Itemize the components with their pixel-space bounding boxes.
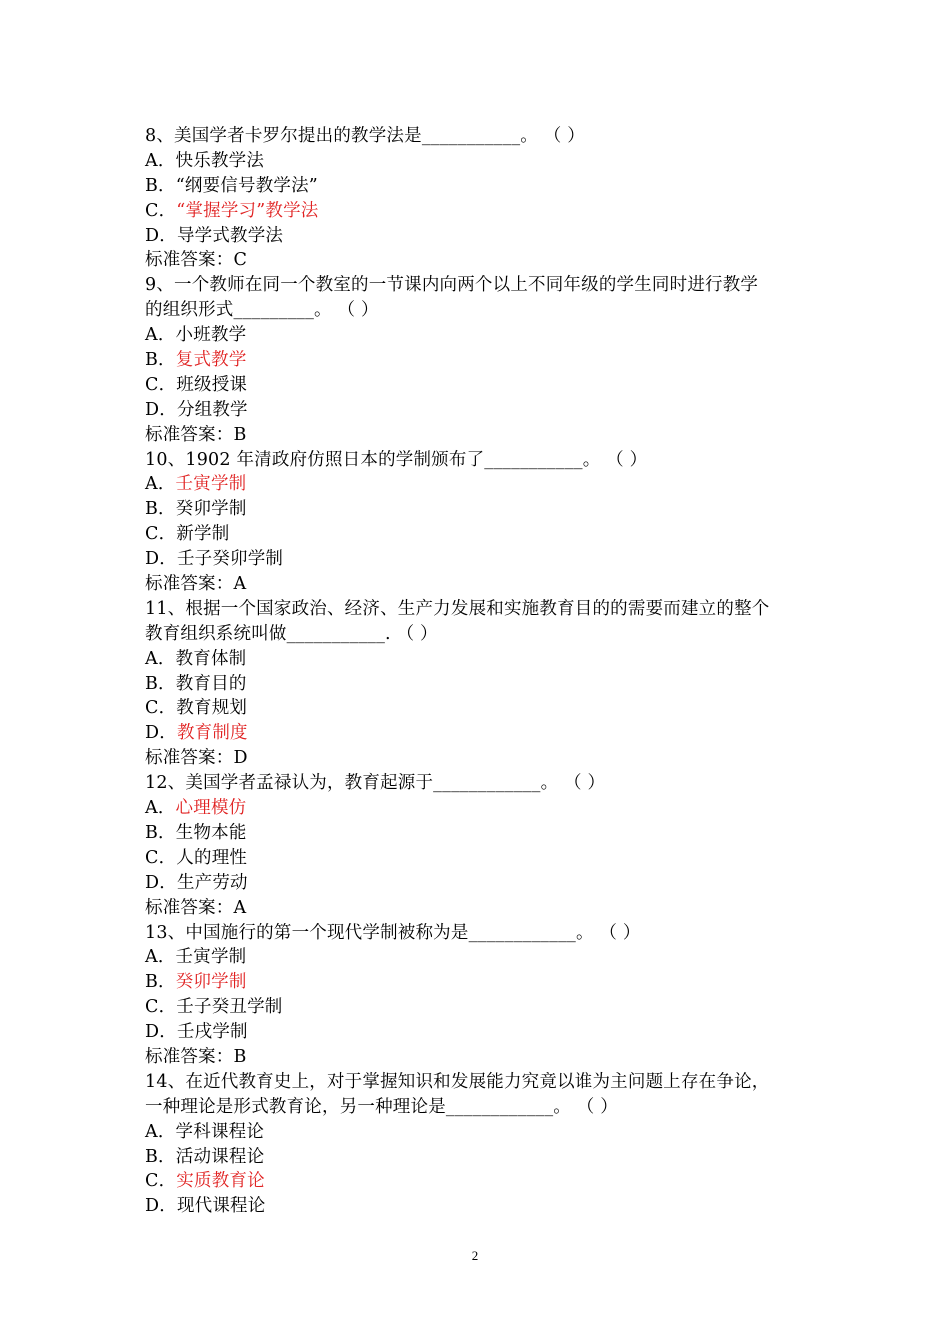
answer-option	[145, 995, 815, 1020]
standard-answer: 标准答案：B	[145, 1046, 247, 1067]
question-stem: 11、根据一个国家政治、经济、生产力发展和实施教育目的的需要而建立的整个	[145, 598, 770, 619]
option-letter: A．	[145, 798, 176, 819]
standard-answer: 标准答案：A	[145, 574, 247, 595]
standard-answer: 标准答案：D	[145, 748, 248, 769]
standard-answer: 标准答案：A	[145, 897, 247, 918]
answer-option	[145, 1169, 815, 1194]
option-text-correct: 实质教育论	[176, 1171, 265, 1192]
page-number: 2	[471, 1248, 479, 1263]
answer-option	[145, 846, 815, 871]
question-stem: 教育组织系统叫做___________. （ ）	[145, 623, 438, 644]
option-text: 生产劳动	[176, 872, 248, 893]
answer-option	[145, 821, 815, 846]
option-text: 现代课程论	[176, 1196, 266, 1217]
option-text-correct: 心理模仿	[175, 798, 247, 819]
question-stem: 14、在近代教育史上，对于掌握知识和发展能力究竟以谁为主问题上存在争论，	[145, 1071, 770, 1092]
option-text-correct: “掌握学习”教学法	[176, 200, 319, 221]
answer-option	[145, 348, 815, 373]
option-text: 新学制	[176, 524, 230, 545]
option-text: 教育规划	[176, 698, 248, 719]
question-block	[145, 448, 815, 597]
option-text: 生物本能	[175, 822, 247, 843]
answer-option	[145, 796, 815, 821]
answer-option	[145, 224, 815, 249]
question-block	[145, 597, 815, 771]
option-text: 教育目的	[175, 673, 247, 694]
answer-option	[145, 1145, 815, 1170]
option-letter: A．	[145, 150, 176, 171]
option-letter: C．	[145, 524, 177, 545]
option-text: 活动课程论	[175, 1146, 265, 1167]
question-block	[145, 1070, 815, 1219]
answer-option	[145, 871, 815, 896]
option-text: “纲要信号教学法”	[175, 175, 318, 196]
option-letter: C．	[145, 374, 177, 395]
option-text: 壬子癸丑学制	[176, 997, 283, 1018]
answer-option	[145, 1020, 815, 1045]
answer-option	[145, 647, 815, 672]
answer-option	[145, 522, 815, 547]
standard-answer: 标准答案：C	[145, 250, 248, 271]
option-text-correct: 癸卯学制	[175, 972, 247, 993]
option-text: 导学式教学法	[176, 225, 284, 246]
answer-option	[145, 696, 815, 721]
question-block	[145, 921, 815, 1070]
option-letter: A．	[145, 1121, 176, 1142]
question-list	[145, 124, 815, 1219]
option-text: 小班教学	[175, 325, 247, 346]
option-text-correct: 复式教学	[175, 350, 247, 371]
answer-option	[145, 970, 815, 995]
question-stem: 9、一个教师在同一个教室的一节课内向两个以上不同年级的学生同时进行教学	[145, 275, 759, 296]
option-letter: B．	[145, 499, 176, 520]
option-text: 快乐教学法	[175, 150, 265, 171]
option-letter: D．	[145, 399, 177, 420]
answer-option	[145, 547, 815, 572]
option-letter: D．	[145, 1022, 177, 1043]
answer-option	[145, 199, 815, 224]
option-letter: C．	[145, 997, 177, 1018]
option-text: 学科课程论	[175, 1121, 265, 1142]
question-block	[145, 124, 815, 273]
option-letter: A．	[145, 474, 176, 495]
question-stem: 10、1902 年清政府仿照日本的学制颁布了___________。 （ ）	[145, 449, 648, 470]
answer-option	[145, 1194, 815, 1219]
question-block	[145, 273, 815, 447]
option-text: 分组教学	[176, 399, 248, 420]
option-letter: B．	[145, 822, 176, 843]
option-letter: A．	[145, 325, 176, 346]
answer-option	[145, 497, 815, 522]
answer-option	[145, 149, 815, 174]
option-text: 壬子癸卯学制	[176, 549, 284, 570]
question-stem: 13、中国施行的第一个现代学制被称为是____________。 （ ）	[145, 922, 641, 943]
question-stem: 一种理论是形式教育论，另一种理论是____________。 （ ）	[145, 1096, 618, 1117]
option-letter: D．	[145, 225, 177, 246]
answer-option	[145, 1120, 815, 1145]
question-stem: 12、美国学者孟禄认为，教育起源于____________。 （ ）	[145, 773, 606, 794]
option-text: 癸卯学制	[175, 499, 247, 520]
answer-option	[145, 398, 815, 423]
option-letter: B．	[145, 175, 176, 196]
answer-option	[145, 373, 815, 398]
option-letter: D．	[145, 723, 177, 744]
option-letter: A．	[145, 648, 176, 669]
option-letter: B．	[145, 673, 176, 694]
option-text-correct: 教育制度	[176, 723, 248, 744]
option-text: 人的理性	[176, 847, 248, 868]
answer-option	[145, 672, 815, 697]
option-letter: C．	[145, 698, 177, 719]
option-letter: B．	[145, 350, 176, 371]
question-block	[145, 771, 815, 920]
option-letter: A．	[145, 947, 176, 968]
question-stem: 8、美国学者卡罗尔提出的教学法是___________。 （ ）	[145, 126, 585, 146]
option-letter: D．	[145, 1196, 177, 1217]
option-text: 壬寅学制	[175, 947, 247, 968]
option-text: 教育体制	[175, 648, 247, 669]
standard-answer: 标准答案：B	[145, 424, 247, 445]
option-text-correct: 壬寅学制	[175, 474, 247, 495]
option-letter: C．	[145, 200, 177, 221]
answer-option	[145, 323, 815, 348]
answer-option	[145, 721, 815, 746]
option-text: 壬戌学制	[176, 1022, 248, 1043]
option-letter: C．	[145, 1171, 177, 1192]
option-letter: B．	[145, 972, 176, 993]
option-letter: D．	[145, 872, 177, 893]
option-text: 班级授课	[176, 374, 248, 395]
answer-option	[145, 174, 815, 199]
option-letter: D．	[145, 549, 177, 570]
question-stem: 的组织形式_________。 （ ）	[145, 300, 379, 321]
option-letter: C．	[145, 847, 177, 868]
answer-option	[145, 945, 815, 970]
answer-option	[145, 472, 815, 497]
option-letter: B．	[145, 1146, 176, 1167]
